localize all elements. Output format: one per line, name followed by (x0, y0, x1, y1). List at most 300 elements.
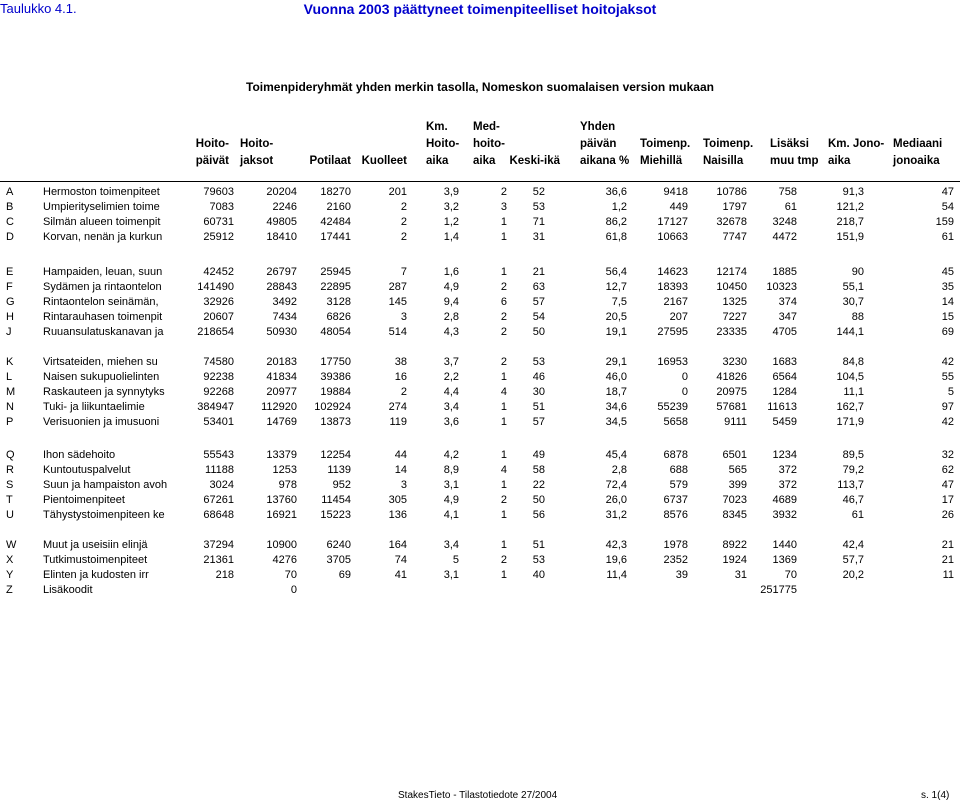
table-cell: 42484 (320, 216, 351, 229)
table-cell: 4 (500, 464, 507, 477)
row-code: X (6, 554, 14, 567)
table-cell: 384947 (197, 401, 234, 414)
column-header: Lisäksi muu tmp (770, 138, 819, 167)
table-cell: 3 (400, 479, 407, 492)
row-name: Muut ja useisiin elinjä (43, 539, 148, 551)
table-cell: 6826 (326, 311, 351, 324)
row-name: Pientoimenpiteet (43, 494, 125, 507)
row-name: Silmän alueen toimenpit (43, 216, 161, 229)
table-cell: 274 (388, 401, 407, 414)
table-cell: 2 (400, 201, 407, 214)
row-code: P (6, 416, 14, 429)
table-cell: 3024 (209, 479, 234, 492)
table-cell: 55 (941, 371, 954, 384)
row-name: Sydämen ja rintaontelon (43, 281, 162, 294)
table-cell: 5 (947, 386, 954, 399)
table-row (0, 295, 960, 310)
table-cell: 26,0 (605, 494, 627, 507)
table-cell: 20,2 (842, 569, 864, 582)
table-cell: 16953 (657, 356, 688, 368)
table-cell: 1885 (772, 266, 797, 278)
header-divider (0, 181, 960, 182)
table-cell: 4,9 (443, 494, 459, 507)
table-cell: 218 (215, 569, 234, 582)
table-cell: 14769 (266, 416, 297, 429)
table-cell: 13760 (266, 494, 297, 507)
table-cell: 16 (394, 371, 407, 384)
table-cell: 18410 (266, 231, 297, 244)
table-cell: 21361 (203, 554, 234, 567)
table-cell: 13873 (320, 416, 351, 429)
table-cell: 119 (389, 416, 407, 429)
table-cell: 3,9 (443, 186, 459, 198)
table-cell: 46 (532, 371, 545, 384)
table-cell: 14 (394, 464, 407, 477)
table-cell: 6240 (326, 539, 351, 551)
table-cell: 69 (338, 569, 351, 582)
table-cell: 97 (941, 401, 954, 414)
table-cell: 1 (500, 569, 507, 582)
table-cell: 112920 (261, 401, 297, 414)
table-cell: 7,5 (611, 296, 627, 309)
table-cell: 13379 (266, 449, 297, 461)
row-name: Kuntoutuspalvelut (43, 464, 131, 477)
table-cell: 144,1 (836, 326, 864, 339)
table-cell: 3,4 (443, 539, 459, 551)
column-header: Potilaat (309, 155, 351, 167)
table-cell: 6737 (663, 494, 688, 507)
table-cell: 201 (388, 186, 407, 198)
table-cell: 49 (532, 449, 545, 461)
row-name: Rintarauhasen toimenpit (43, 311, 163, 324)
table-cell: 53 (532, 554, 545, 567)
table-cell: 21 (941, 539, 954, 551)
footer-page-number: s. 1(4) (921, 790, 950, 801)
table-cell: 88 (851, 311, 864, 324)
table-cell: 11 (942, 569, 954, 582)
table-cell: 251775 (760, 584, 797, 597)
row-code: Y (6, 569, 14, 582)
column-header: Hoito- jaksot (240, 138, 274, 167)
table-cell: 0 (290, 584, 297, 597)
table-cell: 10323 (766, 281, 797, 294)
table-cell: 41834 (266, 371, 297, 384)
table-cell: 305 (388, 494, 407, 507)
table-cell: 3,4 (443, 401, 459, 414)
table-cell: 41 (394, 569, 407, 582)
table-cell: 23335 (716, 326, 747, 339)
table-cell: 11,4 (606, 569, 627, 582)
table-cell: 207 (669, 311, 688, 324)
table-cell: 3,1 (443, 569, 459, 582)
table-row (0, 583, 960, 598)
table-cell: 5459 (772, 416, 797, 429)
table-cell: 7434 (272, 311, 297, 324)
table-cell: 1 (500, 266, 507, 278)
table-cell: 4,2 (443, 449, 459, 461)
table-cell: 50 (532, 494, 545, 507)
table-cell: 9,4 (443, 296, 459, 309)
table-cell: 61 (851, 509, 864, 522)
table-cell: 2352 (663, 554, 688, 567)
table-cell: 1 (500, 539, 507, 551)
table-cell: 42 (941, 416, 954, 429)
table-cell: 53 (532, 356, 545, 368)
table-cell: 27595 (657, 326, 688, 339)
table-cell: 8345 (722, 509, 747, 522)
table-cell: 21 (532, 266, 545, 278)
table-cell: 46,7 (842, 494, 864, 507)
table-cell: 12174 (716, 266, 747, 278)
table-cell: 6564 (772, 371, 797, 384)
table-cell: 48054 (320, 326, 351, 339)
table-cell: 61,8 (605, 231, 627, 244)
row-code: B (6, 201, 14, 214)
table-cell: 3,1 (443, 479, 459, 492)
row-code: W (6, 539, 17, 551)
table-cell: 15 (941, 311, 954, 324)
table-cell: 42,3 (605, 539, 627, 551)
row-name: Suun ja hampaiston avoh (43, 479, 168, 492)
table-cell: 7227 (722, 311, 747, 324)
table-row (0, 355, 960, 370)
column-header: Km. Hoito- aika (426, 121, 460, 167)
row-code: S (6, 479, 14, 492)
row-name: Korvan, nenän ja kurkun (43, 231, 163, 244)
table-cell: 72,4 (605, 479, 627, 492)
table-cell: 34,5 (605, 416, 627, 429)
table-cell: 41826 (716, 371, 747, 384)
column-header: Toimenp. Miehillä (640, 138, 691, 167)
table-cell: 2 (500, 356, 507, 368)
column-header: Kuolleet (361, 155, 407, 167)
table-cell: 74 (394, 554, 407, 567)
table-cell: 21 (941, 554, 954, 567)
table-cell: 7 (400, 266, 407, 278)
table-cell: 55239 (657, 401, 688, 414)
table-cell: 19,6 (605, 554, 627, 567)
table-cell: 45 (941, 266, 954, 278)
table-row (0, 185, 960, 200)
table-row (0, 265, 960, 280)
table-cell: 28843 (266, 281, 297, 294)
table-cell: 5658 (663, 416, 688, 429)
table-cell: 565 (728, 464, 747, 477)
table-row (0, 448, 960, 463)
row-code: J (6, 326, 12, 339)
table-cell: 3932 (772, 509, 797, 522)
table-cell: 6501 (722, 449, 747, 461)
table-cell: 4,1 (443, 509, 459, 522)
table-cell: 1,2 (611, 201, 627, 214)
table-cell: 30,7 (842, 296, 864, 309)
row-name: Virtsateiden, miehen su (43, 356, 158, 368)
table-cell: 1284 (772, 386, 797, 399)
column-header: Mediaani jonoaika (893, 138, 943, 167)
table-cell: 11454 (321, 494, 351, 507)
table-cell: 18270 (320, 186, 351, 198)
table-cell: 89,5 (842, 449, 864, 461)
table-cell: 978 (278, 479, 297, 492)
table-cell: 90 (851, 266, 864, 278)
table-cell: 3230 (722, 356, 747, 368)
column-header: Med- hoito- aika (473, 121, 505, 167)
table-cell: 47 (941, 186, 954, 198)
table-cell: 4276 (272, 554, 297, 567)
table-cell: 52 (532, 186, 545, 198)
table-cell: 31,2 (605, 509, 627, 522)
table-cell: 1139 (327, 464, 351, 477)
table-cell: 22 (532, 479, 545, 492)
table-cell: 92268 (203, 386, 234, 399)
table-cell: 35 (941, 281, 954, 294)
footer-source: StakesTieto - Tilastotiedote 27/2004 (398, 790, 558, 801)
table-cell: 12254 (320, 449, 351, 461)
row-code: A (6, 186, 14, 198)
table-cell: 0 (681, 386, 688, 399)
table-cell: 2246 (272, 201, 297, 214)
table-row (0, 508, 960, 523)
table-cell: 2167 (663, 296, 688, 309)
row-name: Raskauteen ja synnytyks (43, 386, 165, 399)
table-row (0, 568, 960, 583)
table-cell: 102924 (314, 401, 351, 414)
table-cell: 113,7 (837, 479, 864, 492)
table-row (0, 553, 960, 568)
row-name: Rintaontelon seinämän, (43, 296, 159, 309)
row-name: Lisäkoodit (43, 584, 93, 597)
row-name: Umpierityselimien toime (43, 201, 160, 214)
row-code: L (6, 371, 13, 384)
table-cell: 1 (500, 231, 507, 244)
table-cell: 20183 (266, 356, 297, 368)
table-cell: 42 (941, 356, 954, 368)
table-cell: 26 (941, 509, 954, 522)
table-cell: 1 (500, 371, 507, 384)
table-cell: 3,2 (443, 201, 459, 214)
table-cell: 136 (388, 509, 407, 522)
table-cell: 1 (500, 416, 507, 429)
table-cell: 32 (941, 449, 954, 461)
table-cell: 218654 (197, 326, 234, 339)
table-cell: 53 (532, 201, 545, 214)
table-cell: 8576 (663, 509, 688, 522)
table-row (0, 230, 960, 245)
table-cell: 10450 (716, 281, 747, 294)
table-cell: 2 (400, 231, 407, 244)
table-cell: 17127 (657, 216, 688, 229)
table-cell: 6 (500, 296, 507, 309)
table-cell: 2 (500, 186, 507, 198)
table-cell: 1,4 (443, 231, 459, 244)
table-cell: 34,6 (605, 401, 627, 414)
table-row (0, 310, 960, 325)
table-row (0, 385, 960, 400)
table-cell: 70 (284, 569, 297, 582)
table-cell: 7023 (722, 494, 747, 507)
table-cell: 14 (941, 296, 954, 309)
table-cell: 3,7 (443, 356, 459, 368)
table-cell: 12,7 (605, 281, 627, 294)
table-cell: 69 (941, 326, 954, 339)
table-cell: 3 (400, 311, 407, 324)
table-cell: 42,4 (842, 539, 864, 551)
column-header: Toimenp. Naisilla (703, 138, 754, 167)
table-cell: 17750 (320, 356, 351, 368)
table-cell: 4,4 (443, 386, 459, 399)
table-cell: 9111 (724, 416, 747, 429)
table-cell: 71 (532, 216, 545, 229)
table-cell: 2 (500, 494, 507, 507)
row-name: Verisuonien ja imusuoni (43, 416, 160, 429)
table-cell: 20,5 (605, 311, 627, 324)
table-cell: 14623 (657, 266, 688, 278)
row-code: Q (6, 449, 15, 461)
table-cell: 40 (532, 569, 545, 582)
table-cell: 20975 (716, 386, 747, 399)
table-cell: 16921 (266, 509, 297, 522)
table-cell: 1 (500, 216, 507, 229)
table-cell: 579 (669, 479, 688, 492)
table-cell: 2,8 (443, 311, 459, 324)
table-cell: 6878 (663, 449, 688, 461)
page-title: Vuonna 2003 päättyneet toimenpiteelliset hoitojaksot (303, 1, 657, 17)
table-cell: 688 (669, 464, 688, 477)
table-cell: 51 (532, 401, 545, 414)
table-cell: 2 (400, 386, 407, 399)
row-name: Ihon sädehoito (43, 449, 116, 461)
table-cell: 758 (778, 186, 797, 198)
table-row (0, 538, 960, 553)
table-cell: 42452 (203, 266, 234, 278)
table-cell: 63 (532, 281, 545, 294)
row-name: Tuki- ja liikuntaelimie (43, 401, 145, 414)
table-row (0, 325, 960, 340)
table-cell: 22895 (320, 281, 351, 294)
table-cell: 18,7 (605, 386, 627, 399)
table-cell: 347 (778, 311, 797, 324)
table-cell: 4,9 (443, 281, 459, 294)
table-cell: 39386 (320, 371, 351, 384)
table-cell: 2 (400, 216, 407, 229)
table-cell: 399 (728, 479, 747, 492)
row-code: R (6, 464, 14, 477)
table-cell: 121,2 (836, 201, 864, 214)
row-code: M (6, 386, 16, 399)
table-cell: 86,2 (605, 216, 627, 229)
table-cell: 57 (532, 416, 545, 429)
table-cell: 4 (500, 386, 507, 399)
table-cell: 20977 (266, 386, 297, 399)
table-cell: 2 (500, 281, 507, 294)
table-cell: 39 (675, 569, 688, 582)
row-code: D (6, 231, 14, 244)
table-cell: 171,9 (836, 416, 864, 429)
table-cell: 3705 (326, 554, 351, 567)
table-row (0, 415, 960, 430)
table-cell: 25912 (203, 231, 234, 244)
table-cell: 50 (532, 326, 545, 339)
table-cell: 3248 (772, 216, 797, 229)
table-cell: 79,2 (842, 464, 864, 477)
table-cell: 2,8 (611, 464, 627, 477)
table-cell: 3 (500, 201, 507, 214)
row-name: Hampaiden, leuan, suun (43, 266, 163, 278)
table-cell: 29,1 (605, 356, 627, 368)
table-cell: 31 (532, 231, 545, 244)
table-row (0, 280, 960, 295)
table-cell: 32678 (716, 216, 747, 229)
table-cell: 1325 (722, 296, 747, 309)
row-code: E (6, 266, 14, 278)
table-cell: 44 (394, 449, 407, 461)
table-cell: 17441 (320, 231, 351, 244)
table-label: Taulukko 4.1. (0, 1, 77, 16)
table-cell: 7083 (209, 201, 234, 214)
column-header: Km. Jono- aika (828, 138, 885, 167)
table-cell: 4705 (772, 326, 797, 339)
table-cell: 11,1 (843, 386, 864, 399)
table-cell: 151,9 (836, 231, 864, 244)
table-cell: 1 (500, 479, 507, 492)
table-cell: 38 (394, 356, 407, 368)
column-header: Hoito- päivät (195, 138, 229, 167)
table-cell: 56,4 (605, 266, 627, 278)
table-cell: 58 (532, 464, 545, 477)
row-code: C (6, 216, 14, 229)
table-cell: 2 (500, 311, 507, 324)
table-cell: 18393 (657, 281, 688, 294)
table-cell: 11188 (205, 464, 234, 477)
table-cell: 0 (681, 371, 688, 384)
table-cell: 19884 (320, 386, 351, 399)
row-code: N (6, 401, 14, 414)
table-cell: 164 (388, 539, 407, 551)
table-cell: 4689 (772, 494, 797, 507)
row-code: T (6, 494, 13, 507)
row-name: Elinten ja kudosten irr (43, 569, 149, 582)
row-code: U (6, 509, 14, 522)
table-cell: 54 (941, 201, 954, 214)
row-name: Hermoston toimenpiteet (43, 186, 160, 198)
table-subtitle: Toimenpideryhmät yhden merkin tasolla, Nomeskon suomalaisen version mukaan (246, 80, 714, 94)
row-name: Tutkimustoimenpiteet (43, 554, 148, 567)
table-cell: 952 (332, 479, 351, 492)
table-cell: 1253 (272, 464, 297, 477)
table-cell: 31 (734, 569, 747, 582)
table-cell: 45,4 (605, 449, 627, 461)
table-row (0, 200, 960, 215)
table-cell: 70 (784, 569, 797, 582)
row-code: Z (6, 584, 13, 597)
table-cell: 145 (388, 296, 407, 309)
table-cell: 3,6 (443, 416, 459, 429)
table-cell: 1797 (722, 201, 747, 214)
table-cell: 8,9 (443, 464, 459, 477)
table-cell: 30 (532, 386, 545, 399)
table-cell: 11613 (767, 401, 797, 414)
table-cell: 60731 (203, 216, 234, 229)
table-cell: 104,5 (836, 371, 864, 384)
table-cell: 20204 (266, 186, 297, 198)
table-cell: 2 (500, 326, 507, 339)
table-cell: 141490 (197, 281, 234, 294)
row-name: Tähystystoimenpiteen ke (43, 509, 165, 522)
table-cell: 51 (532, 539, 545, 551)
table-cell: 372 (778, 479, 797, 492)
table-cell: 61 (941, 231, 954, 244)
table-cell: 1369 (772, 554, 797, 567)
